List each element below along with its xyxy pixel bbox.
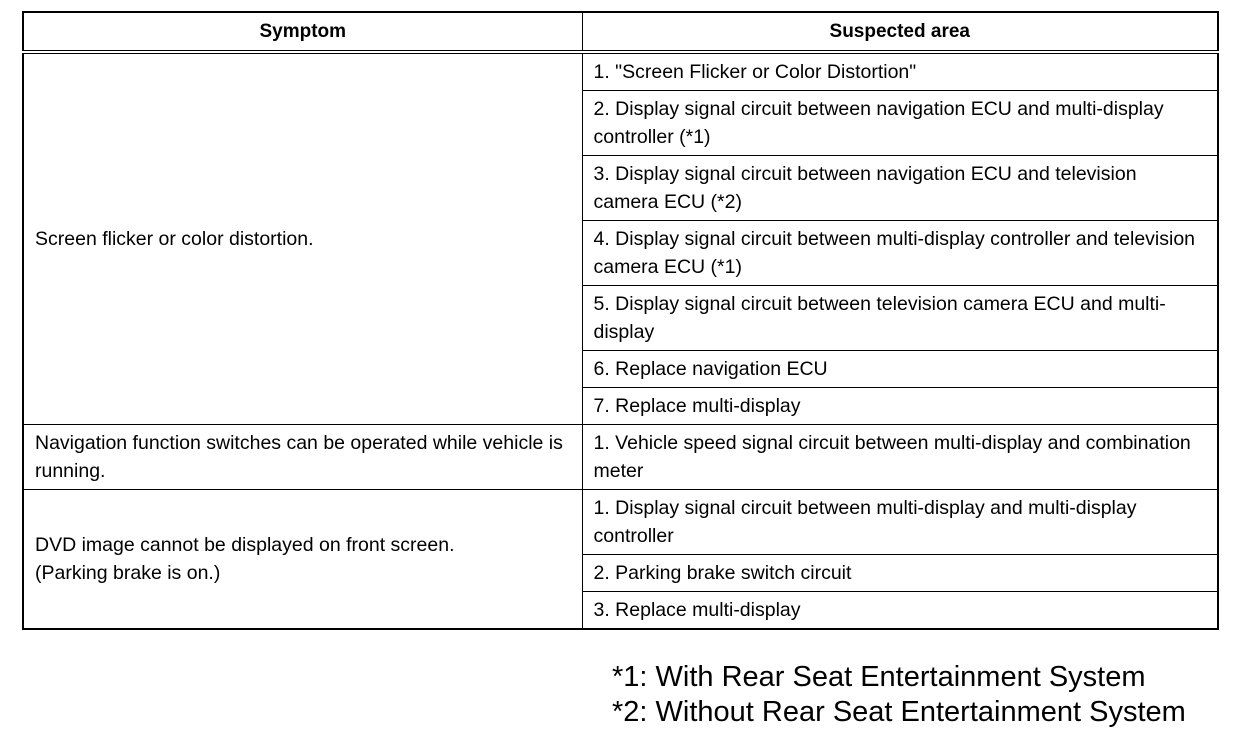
suspected-area-cell: 1. Vehicle speed signal circuit between multi-display and combination meter xyxy=(582,425,1218,490)
symptom-line: DVD image cannot be displayed on front screen. xyxy=(35,534,455,556)
table-row xyxy=(23,52,1218,91)
suspected-area-cell: 2. Parking brake switch circuit xyxy=(582,555,1218,592)
suspected-area-cell: 4. Display signal circuit between multi-display controller and television camera ECU (*1) xyxy=(582,221,1218,286)
suspected-area-cell: 5. Display signal circuit between television camera ECU and multi-display xyxy=(582,286,1218,351)
suspected-area-cell: 7. Replace multi-display xyxy=(582,388,1218,425)
suspected-area-cell: 3. Display signal circuit between navigation ECU and television camera ECU (*2) xyxy=(582,156,1218,221)
footnote: *1: With Rear Seat Entertainment System xyxy=(612,661,1146,693)
footnotes xyxy=(612,660,1186,730)
suspected-area-cell: 1. Display signal circuit between multi-display and multi-display controller xyxy=(582,490,1218,555)
symptom-line: (Parking brake is on.) xyxy=(35,562,221,584)
table-row xyxy=(23,490,1218,555)
header-suspected-area: Suspected area xyxy=(582,12,1218,52)
symptom-cell xyxy=(23,490,582,630)
symptom-table xyxy=(22,11,1219,630)
symptom-table-container xyxy=(22,11,1217,630)
header-symptom: Symptom xyxy=(23,12,582,52)
table-header-row xyxy=(23,12,1218,52)
symptom-cell: Navigation function switches can be operated while vehicle is running. xyxy=(23,425,582,490)
suspected-area-cell: 3. Replace multi-display xyxy=(582,592,1218,630)
suspected-area-cell: 2. Display signal circuit between navigation ECU and multi-display controller (*1) xyxy=(582,91,1218,156)
table-row xyxy=(23,425,1218,490)
suspected-area-cell: 1. "Screen Flicker or Color Distortion" xyxy=(582,52,1218,91)
symptom-cell: Screen flicker or color distortion. xyxy=(23,52,582,425)
footnote: *2: Without Rear Seat Entertainment System xyxy=(612,696,1186,728)
suspected-area-cell: 6. Replace navigation ECU xyxy=(582,351,1218,388)
